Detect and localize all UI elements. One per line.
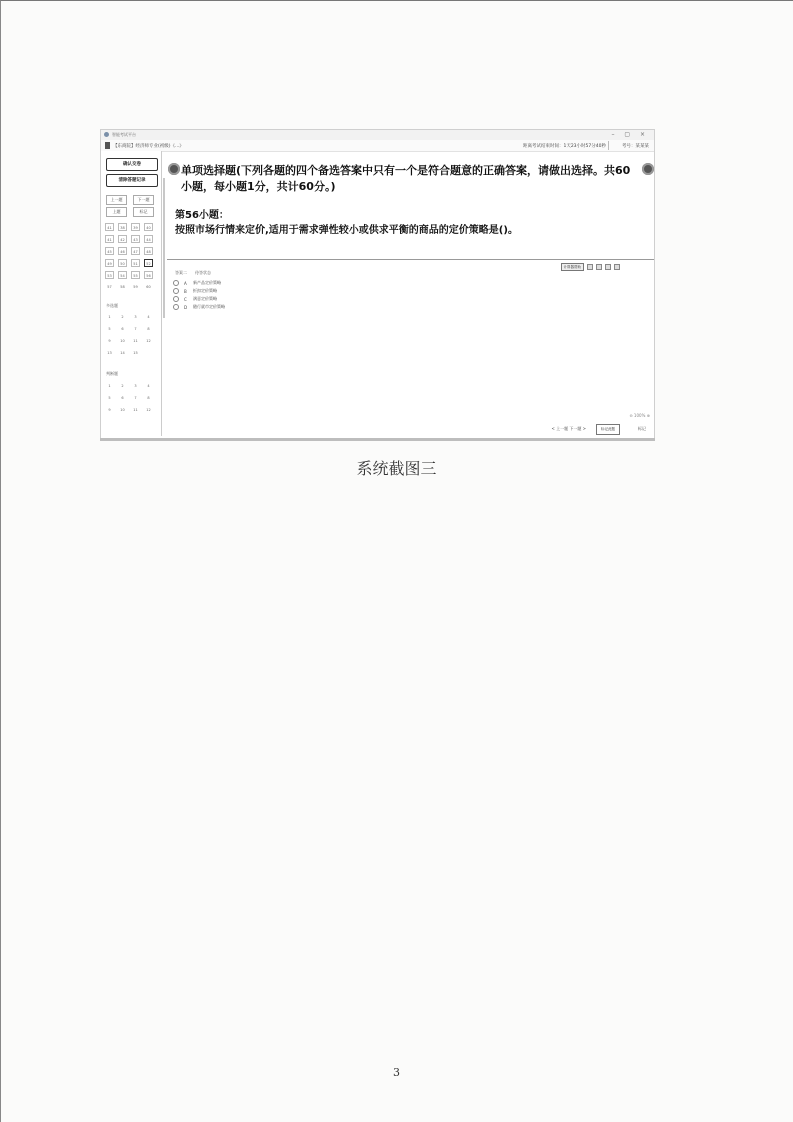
question-footer bbox=[167, 423, 655, 435]
countdown-timer: 距离考试结束时间：1天23小时57分40秒 bbox=[522, 144, 606, 149]
question-area bbox=[167, 151, 655, 440]
question-number-cell[interactable]: 41 bbox=[105, 235, 114, 243]
settings-icon[interactable] bbox=[605, 264, 611, 270]
question-number-cell[interactable]: 52 bbox=[144, 259, 153, 267]
option-letter: C bbox=[184, 296, 187, 302]
section-label-multiple: 多选题 bbox=[106, 303, 118, 308]
question-number-cell[interactable]: 2 bbox=[121, 384, 124, 388]
app-logo-icon bbox=[104, 132, 109, 137]
flower-ornament-icon bbox=[168, 163, 180, 175]
question-number-cell[interactable]: 12 bbox=[146, 408, 151, 412]
next-question-button[interactable]: 下一题 bbox=[133, 195, 154, 205]
question-number-cell[interactable]: 1 bbox=[108, 315, 111, 319]
single-choice-grid bbox=[105, 223, 153, 291]
mark-question-button[interactable]: 标记此题 bbox=[596, 424, 620, 435]
flower-ornament-icon bbox=[642, 163, 654, 175]
answer-sheet-panel bbox=[101, 151, 162, 436]
question-number-cell[interactable]: 15 bbox=[133, 351, 138, 355]
option-text: 折扣定价策略 bbox=[193, 288, 217, 293]
question-number-cell[interactable]: 58 bbox=[120, 285, 125, 289]
panel-scrollbar[interactable] bbox=[163, 178, 165, 318]
radio-icon[interactable] bbox=[173, 280, 179, 286]
question-number-cell[interactable]: 50 bbox=[118, 259, 127, 267]
submit-exam-button[interactable]: 确认交卷 bbox=[106, 158, 158, 171]
screenshot-bottom-rule bbox=[100, 438, 655, 441]
question-number-cell[interactable]: 6 bbox=[121, 327, 124, 331]
user-info: 考号：某某某 bbox=[622, 144, 649, 149]
question-number-cell[interactable]: 12 bbox=[146, 339, 151, 343]
question-number-cell[interactable]: 11 bbox=[133, 339, 138, 343]
mark-link[interactable]: 标记 bbox=[638, 426, 646, 431]
option-letter: D bbox=[184, 304, 188, 310]
zoom-in-icon[interactable] bbox=[587, 264, 593, 270]
question-number-cell[interactable]: 10 bbox=[120, 408, 125, 412]
radio-icon[interactable] bbox=[173, 304, 179, 310]
question-number-cell[interactable]: 57 bbox=[107, 285, 112, 289]
calculator-button[interactable]: 计算器帮助 bbox=[561, 263, 585, 271]
question-number-cell[interactable]: 4 bbox=[147, 315, 150, 319]
question-number-cell[interactable]: 45 bbox=[105, 247, 114, 255]
option-d[interactable] bbox=[173, 303, 225, 311]
tool-bar bbox=[561, 263, 621, 270]
answer-label: 答案二 bbox=[175, 270, 187, 275]
question-number-cell[interactable]: 42 bbox=[118, 235, 127, 243]
question-number-cell[interactable]: 49 bbox=[105, 259, 114, 267]
question-number-cell[interactable]: 4 bbox=[147, 384, 150, 388]
question-stem: 按照市场行情来定价,适用于需求弹性较小或供求平衡的商品的定价策略是()。 bbox=[175, 225, 518, 236]
answer-status: 待答状态 bbox=[195, 270, 211, 275]
question-number-cell[interactable]: 5 bbox=[108, 327, 111, 331]
prev-question-button[interactable]: 上一题 bbox=[106, 195, 127, 205]
page-number: 3 bbox=[393, 1066, 400, 1079]
question-number-cell[interactable]: 46 bbox=[118, 247, 127, 255]
question-number-cell[interactable]: 39 bbox=[131, 223, 140, 231]
question-number-cell[interactable]: 1 bbox=[108, 384, 111, 388]
question-number-cell[interactable]: 56 bbox=[144, 271, 153, 279]
question-number-cell[interactable]: 8 bbox=[147, 327, 150, 331]
question-number-cell[interactable]: 41 bbox=[105, 223, 114, 231]
question-number-cell[interactable]: 40 bbox=[144, 223, 153, 231]
fullscreen-icon[interactable] bbox=[614, 264, 620, 270]
radio-icon[interactable] bbox=[173, 296, 179, 302]
up-button[interactable]: 上题 bbox=[106, 207, 127, 217]
question-number-cell[interactable]: 59 bbox=[133, 285, 138, 289]
question-number-cell[interactable]: 6 bbox=[121, 396, 124, 400]
question-number-cell[interactable]: 9 bbox=[108, 339, 111, 343]
option-b[interactable] bbox=[173, 287, 225, 295]
judgement-grid bbox=[105, 382, 153, 414]
clear-records-button[interactable]: 清除答题记录 bbox=[106, 174, 158, 187]
zoom-control[interactable]: ⊖ 100% ⊕ bbox=[629, 413, 650, 418]
options-list bbox=[173, 279, 225, 311]
question-number: 第56小题： bbox=[175, 210, 229, 221]
option-text: 随行就市定价策略 bbox=[193, 304, 225, 309]
radio-icon[interactable] bbox=[173, 288, 179, 294]
option-letter: A bbox=[184, 280, 187, 286]
question-number-cell[interactable]: 14 bbox=[120, 351, 125, 355]
app-title: 智能考试平台 bbox=[112, 132, 136, 137]
question-number-cell[interactable]: 2 bbox=[121, 315, 124, 319]
question-number-cell[interactable]: 10 bbox=[120, 339, 125, 343]
question-number-cell[interactable]: 51 bbox=[131, 259, 140, 267]
multiple-choice-grid bbox=[105, 313, 153, 357]
question-number-cell[interactable]: 9 bbox=[108, 408, 111, 412]
question-divider bbox=[167, 259, 655, 260]
question-number-cell[interactable]: 38 bbox=[118, 223, 127, 231]
option-a[interactable] bbox=[173, 279, 225, 287]
exam-name: 【东商院】经济师专业(初级)《...》 bbox=[113, 144, 184, 149]
option-text: 满意定价策略 bbox=[193, 296, 217, 301]
question-number-cell[interactable]: 54 bbox=[118, 271, 127, 279]
question-number-cell[interactable]: 7 bbox=[134, 396, 137, 400]
question-instructions: 单项选择题(下列各题的四个备选答案中只有一个是符合题意的正确答案，请做出选择。共60小题，每小题1分，共计60分。) bbox=[181, 164, 631, 193]
document-icon bbox=[105, 142, 110, 149]
question-number-cell[interactable]: 47 bbox=[131, 247, 140, 255]
pager-nav[interactable]: < 上一题 下一题 > bbox=[551, 426, 586, 431]
window-controls[interactable]: – ▢ × bbox=[611, 131, 649, 138]
question-number-cell[interactable]: 3 bbox=[134, 315, 137, 319]
question-number-cell[interactable]: 44 bbox=[144, 235, 153, 243]
option-letter: B bbox=[184, 288, 187, 294]
divider bbox=[608, 141, 609, 150]
question-number-cell[interactable]: 8 bbox=[147, 396, 150, 400]
question-number-cell[interactable]: 60 bbox=[146, 285, 151, 289]
question-number-cell[interactable]: 7 bbox=[134, 327, 137, 331]
question-number-cell[interactable]: 3 bbox=[134, 384, 137, 388]
option-c[interactable] bbox=[173, 295, 225, 303]
option-text: 新产品定价策略 bbox=[193, 280, 221, 285]
question-number-cell[interactable]: 11 bbox=[133, 408, 138, 412]
zoom-out-icon[interactable] bbox=[596, 264, 602, 270]
figure-caption: 系统截图三 bbox=[356, 459, 437, 478]
section-label-judgement: 判断题 bbox=[106, 371, 118, 376]
question-number-cell[interactable]: 48 bbox=[144, 247, 153, 255]
question-number-cell[interactable]: 13 bbox=[107, 351, 112, 355]
mark-button[interactable]: 标记 bbox=[133, 207, 154, 217]
question-number-cell[interactable]: 55 bbox=[131, 271, 140, 279]
question-number-cell[interactable]: 43 bbox=[131, 235, 140, 243]
question-number-cell[interactable]: 53 bbox=[105, 271, 114, 279]
question-number-cell[interactable]: 5 bbox=[108, 396, 111, 400]
exam-screenshot bbox=[100, 129, 655, 440]
